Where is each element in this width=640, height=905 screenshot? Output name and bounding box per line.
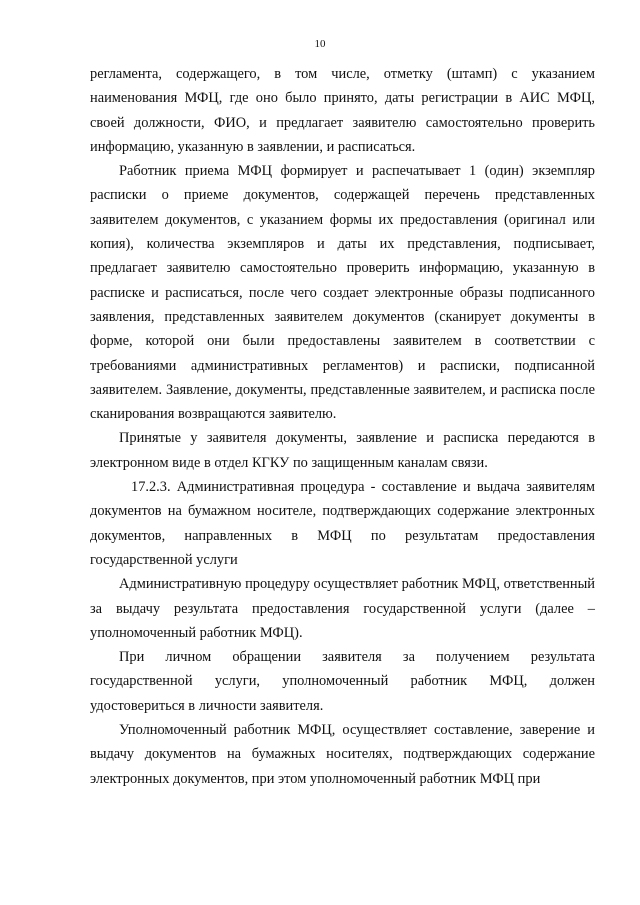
paragraph-7: Уполномоченный работник МФЦ, осуществляет составление, заверение и выдачу документов на бумажных носителях, подтверждающих содержание электронных документов, при этом уполномоченный работник МФЦ при (90, 722, 595, 787)
page-number: 10 (314, 38, 326, 50)
paragraph-6: При личном обращении заявителя за получением результата государственной услуги, уполномоченный работник МФЦ, должен удостовериться в личности заявителя. (90, 649, 595, 714)
paragraph-3: Принятые у заявителя документы, заявление и расписка передаются в электронном виде в отдел КГКУ по защищенным каналам связи. (90, 430, 595, 471)
section-heading-17-2-3: 17.2.3. Административная процедура - составление и выдача заявителям документов на бумажном носителе, подтверждающих содержание электронных документов, направленных в МФЦ по результатам предоставления государственной услуги (90, 479, 595, 568)
paragraph-1: регламента, содержащего, в том числе, отметку (штамп) с указанием наименования МФЦ, где оно было принято, даты регистрации в АИС МФЦ, своей должности, ФИО, и предлагает заявителю самостоятельно проверить информацию, указанную в заявлении, и расписаться. (90, 66, 595, 155)
body-text (90, 62, 595, 791)
paragraph-2: Работник приема МФЦ формирует и распечатывает 1 (один) экземпляр расписки о приеме документов, содержащей перечень представленных заявителем документов, с указанием формы их предоставления (оригинал или копия), количества экземпляров и даты их представления, подписывает, предлагает заявителю самостоятельно проверить информацию, указанную в расписке и расписаться, после чего создает электронные образы подписанного заявления, представленных заявителем документов (сканирует документы в форме, которой они были предоставлены заявителем в соответствии с требованиями административных регламентов) и расписки, подписанной заявителем. Заявление, документы, представленные заявителем, и расписка после сканирования возвращаются заявителю. (90, 163, 595, 423)
paragraph-5: Административную процедуру осуществляет работник МФЦ, ответственный за выдачу результата предоставления государственной услуги (далее – уполномоченный работник МФЦ). (90, 576, 595, 641)
